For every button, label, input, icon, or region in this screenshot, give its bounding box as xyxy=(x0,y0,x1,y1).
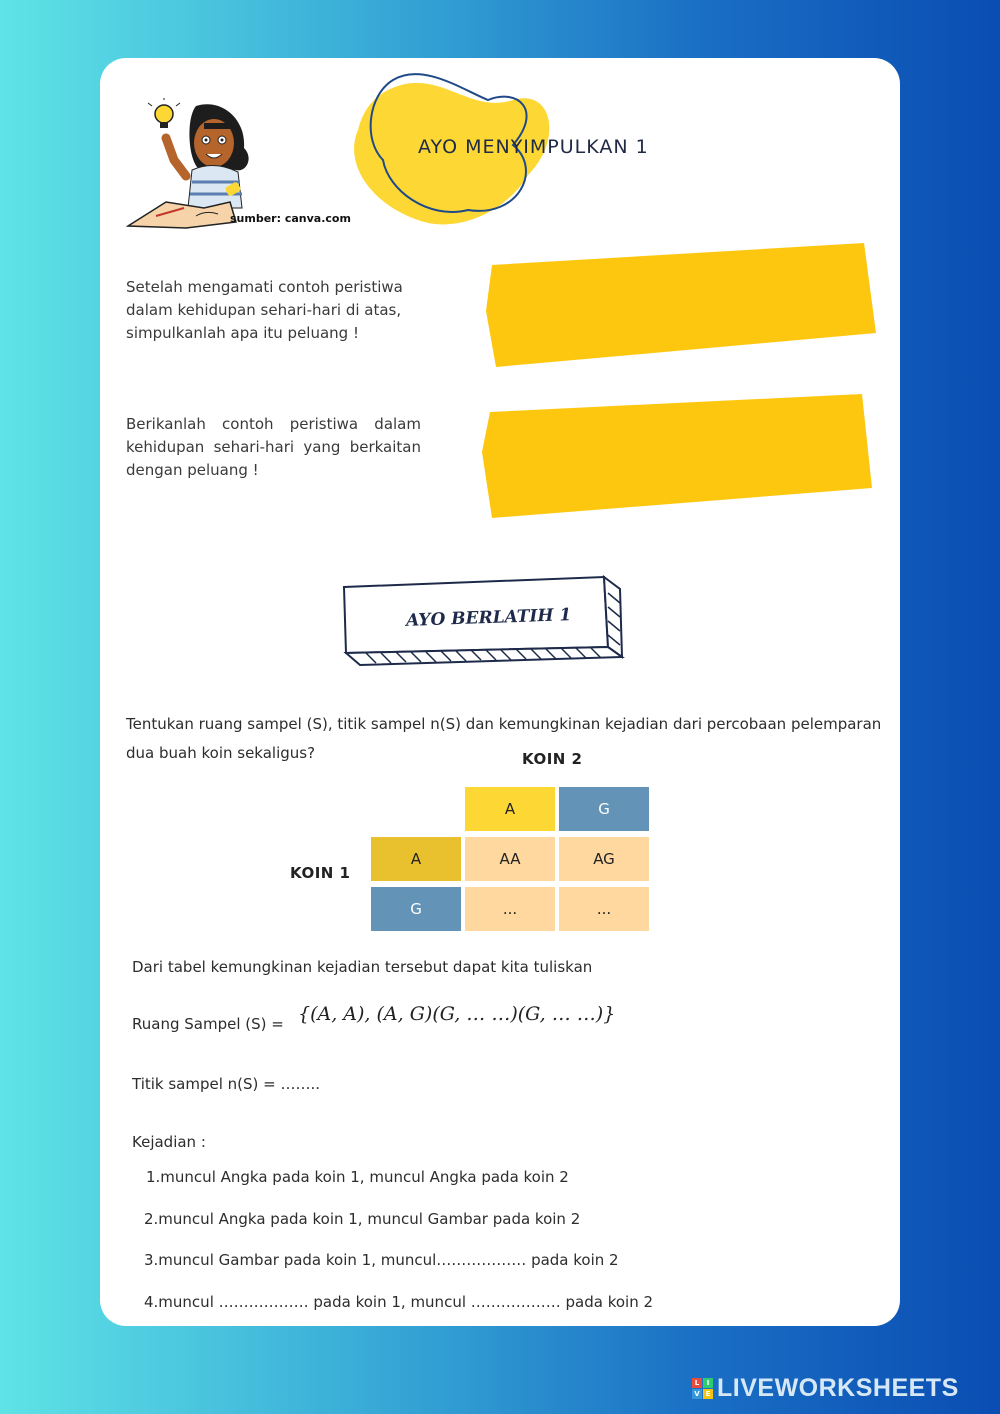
koin2-label: KOIN 2 xyxy=(522,750,583,768)
exercise-question-line1: Tentukan ruang sampel (S), titik sampel n(S) dan kemungkinan kejadian dari percobaan pelemparan xyxy=(126,715,882,733)
answer-box-1[interactable] xyxy=(484,241,878,369)
logo-letter-l: L xyxy=(692,1378,702,1388)
logo-letter-v: V xyxy=(692,1389,702,1399)
table-cell-aa: AA xyxy=(465,837,555,881)
col-header-g: G xyxy=(559,787,649,831)
page-title: AYO MENYIMPULKAN 1 xyxy=(418,136,649,158)
liveworksheets-logo[interactable] xyxy=(692,1374,959,1403)
kejadian-item-2: 2.muncul Angka pada koin 1, muncul Gambar pada koin 2 xyxy=(144,1210,581,1228)
ruang-sampel-label: Ruang Sampel (S) = xyxy=(132,1015,284,1033)
table-cell-ga[interactable]: ... xyxy=(465,887,555,931)
kejadian-item-1: 1.muncul Angka pada koin 1, muncul Angka pada koin 2 xyxy=(146,1168,569,1186)
question-1-text: Setelah mengamati contoh peristiwa dalam kehidupan sehari-hari di atas, simpulkanlah apa itu peluang ! xyxy=(126,278,403,342)
summary-intro: Dari tabel kemungkinan kejadian tersebut dapat kita tuliskan xyxy=(132,958,593,976)
table-cell-ag: AG xyxy=(559,837,649,881)
kejadian-label: Kejadian : xyxy=(132,1133,206,1151)
image-credit: sumber: canva.com xyxy=(230,212,351,225)
row-header-a: A xyxy=(371,837,461,881)
kejadian-item-3[interactable]: 3.muncul Gambar pada koin 1, muncul……………… pada koin 2 xyxy=(144,1251,619,1269)
answer-box-2[interactable] xyxy=(480,392,876,520)
brand-name: LIVEWORKSHEETS xyxy=(717,1374,959,1402)
ruang-sampel-formula[interactable]: {(A, A), (A, G)(G, … …)(G, … …)} xyxy=(298,1003,616,1025)
berlatih-title: AYO BERLATIH 1 xyxy=(405,605,572,631)
logo-letter-e: E xyxy=(703,1389,713,1399)
question-2-text: Berikanlah contoh peristiwa dalam kehidupan sehari-hari yang berkaitan dengan peluang ! xyxy=(126,415,421,479)
exercise-question-line2: dua buah koin sekaligus? xyxy=(126,744,316,762)
kejadian-item-4[interactable]: 4.muncul ……………… pada koin 1, muncul ……………… pada koin 2 xyxy=(144,1293,654,1311)
titik-sampel-label[interactable]: Titik sampel n(S) = …….. xyxy=(132,1075,321,1093)
logo-mark-icon xyxy=(692,1378,713,1399)
koin1-label: KOIN 1 xyxy=(290,864,351,882)
logo-letter-i: I xyxy=(703,1378,713,1388)
table-cell-gg[interactable]: ... xyxy=(559,887,649,931)
row-header-g: G xyxy=(371,887,461,931)
worksheet-page xyxy=(100,58,900,1326)
col-header-a: A xyxy=(465,787,555,831)
lightbulb-icon xyxy=(148,98,180,128)
